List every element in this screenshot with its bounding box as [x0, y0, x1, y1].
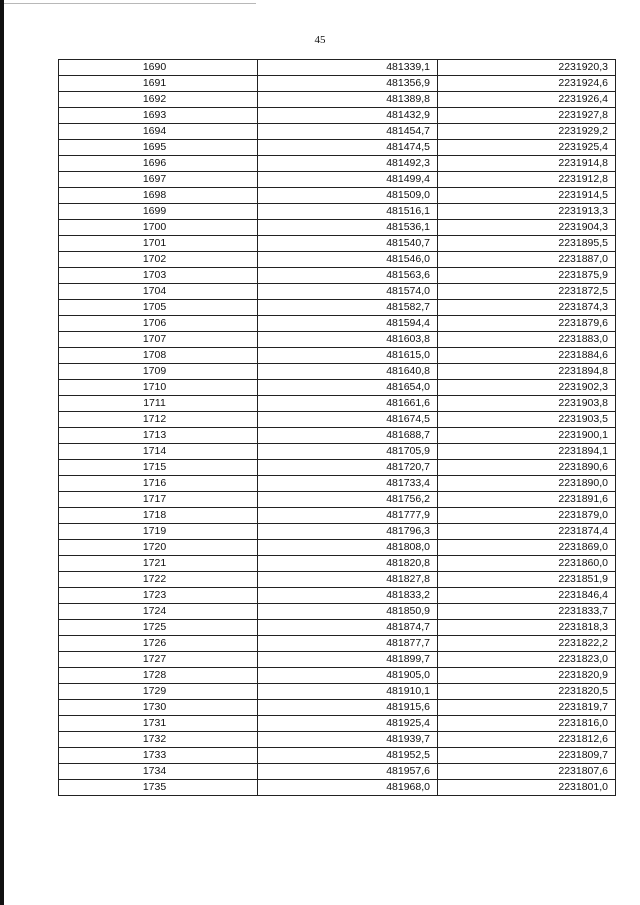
table-row [59, 412, 616, 428]
table-row [59, 524, 616, 540]
y-coordinate-cell: 2231895,5 [438, 236, 616, 252]
point-number-cell: 1721 [59, 556, 258, 572]
point-number-cell: 1723 [59, 588, 258, 604]
table-row [59, 668, 616, 684]
table-row [59, 396, 616, 412]
point-number-cell: 1700 [59, 220, 258, 236]
x-coordinate-cell: 481640,8 [258, 364, 438, 380]
table-row [59, 684, 616, 700]
table-row [59, 556, 616, 572]
table-row [59, 156, 616, 172]
y-coordinate-cell: 2231900,1 [438, 428, 616, 444]
point-number-cell: 1701 [59, 236, 258, 252]
table-row [59, 572, 616, 588]
x-coordinate-cell: 481899,7 [258, 652, 438, 668]
point-number-cell: 1727 [59, 652, 258, 668]
x-coordinate-cell: 481594,4 [258, 316, 438, 332]
y-coordinate-cell: 2231846,4 [438, 588, 616, 604]
table-row [59, 92, 616, 108]
y-coordinate-cell: 2231914,8 [438, 156, 616, 172]
x-coordinate-cell: 481574,0 [258, 284, 438, 300]
point-number-cell: 1695 [59, 140, 258, 156]
y-coordinate-cell: 2231912,8 [438, 172, 616, 188]
x-coordinate-cell: 481705,9 [258, 444, 438, 460]
scan-top-line [4, 3, 256, 4]
table-row [59, 140, 616, 156]
point-number-cell: 1715 [59, 460, 258, 476]
table-row [59, 780, 616, 796]
point-number-cell: 1703 [59, 268, 258, 284]
x-coordinate-cell: 481827,8 [258, 572, 438, 588]
table-row [59, 428, 616, 444]
point-number-cell: 1729 [59, 684, 258, 700]
x-coordinate-cell: 481756,2 [258, 492, 438, 508]
x-coordinate-cell: 481339,1 [258, 60, 438, 76]
point-number-cell: 1733 [59, 748, 258, 764]
point-number-cell: 1716 [59, 476, 258, 492]
y-coordinate-cell: 2231924,6 [438, 76, 616, 92]
x-coordinate-cell: 481540,7 [258, 236, 438, 252]
point-number-cell: 1720 [59, 540, 258, 556]
point-number-cell: 1713 [59, 428, 258, 444]
table-row [59, 332, 616, 348]
y-coordinate-cell: 2231913,3 [438, 204, 616, 220]
table-row [59, 732, 616, 748]
y-coordinate-cell: 2231874,3 [438, 300, 616, 316]
point-number-cell: 1696 [59, 156, 258, 172]
point-number-cell: 1692 [59, 92, 258, 108]
x-coordinate-cell: 481474,5 [258, 140, 438, 156]
y-coordinate-cell: 2231823,0 [438, 652, 616, 668]
point-number-cell: 1693 [59, 108, 258, 124]
y-coordinate-cell: 2231874,4 [438, 524, 616, 540]
y-coordinate-cell: 2231929,2 [438, 124, 616, 140]
point-number-cell: 1704 [59, 284, 258, 300]
y-coordinate-cell: 2231822,2 [438, 636, 616, 652]
point-number-cell: 1714 [59, 444, 258, 460]
point-number-cell: 1719 [59, 524, 258, 540]
point-number-cell: 1724 [59, 604, 258, 620]
x-coordinate-cell: 481968,0 [258, 780, 438, 796]
x-coordinate-cell: 481777,9 [258, 508, 438, 524]
x-coordinate-cell: 481939,7 [258, 732, 438, 748]
y-coordinate-cell: 2231820,9 [438, 668, 616, 684]
x-coordinate-cell: 481615,0 [258, 348, 438, 364]
point-number-cell: 1734 [59, 764, 258, 780]
y-coordinate-cell: 2231894,1 [438, 444, 616, 460]
y-coordinate-cell: 2231851,9 [438, 572, 616, 588]
x-coordinate-cell: 481957,6 [258, 764, 438, 780]
point-number-cell: 1710 [59, 380, 258, 396]
point-number-cell: 1707 [59, 332, 258, 348]
point-number-cell: 1725 [59, 620, 258, 636]
x-coordinate-cell: 481356,9 [258, 76, 438, 92]
table-row [59, 540, 616, 556]
y-coordinate-cell: 2231904,3 [438, 220, 616, 236]
point-number-cell: 1712 [59, 412, 258, 428]
y-coordinate-cell: 2231875,9 [438, 268, 616, 284]
point-number-cell: 1702 [59, 252, 258, 268]
y-coordinate-cell: 2231891,6 [438, 492, 616, 508]
x-coordinate-cell: 481516,1 [258, 204, 438, 220]
x-coordinate-cell: 481925,4 [258, 716, 438, 732]
point-number-cell: 1690 [59, 60, 258, 76]
x-coordinate-cell: 481432,9 [258, 108, 438, 124]
table-row [59, 316, 616, 332]
y-coordinate-cell: 2231819,7 [438, 700, 616, 716]
point-number-cell: 1731 [59, 716, 258, 732]
table-row [59, 76, 616, 92]
table-row [59, 348, 616, 364]
table-row [59, 492, 616, 508]
x-coordinate-cell: 481915,6 [258, 700, 438, 716]
point-number-cell: 1708 [59, 348, 258, 364]
y-coordinate-cell: 2231925,4 [438, 140, 616, 156]
x-coordinate-cell: 481910,1 [258, 684, 438, 700]
y-coordinate-cell: 2231890,0 [438, 476, 616, 492]
point-number-cell: 1697 [59, 172, 258, 188]
x-coordinate-cell: 481688,7 [258, 428, 438, 444]
table-row [59, 716, 616, 732]
x-coordinate-cell: 481509,0 [258, 188, 438, 204]
point-number-cell: 1726 [59, 636, 258, 652]
table-row [59, 108, 616, 124]
x-coordinate-cell: 481582,7 [258, 300, 438, 316]
table-row [59, 748, 616, 764]
x-coordinate-cell: 481877,7 [258, 636, 438, 652]
point-number-cell: 1728 [59, 668, 258, 684]
y-coordinate-cell: 2231894,8 [438, 364, 616, 380]
scan-edge-bar [0, 0, 4, 905]
y-coordinate-cell: 2231860,0 [438, 556, 616, 572]
coordinates-table-body [59, 60, 616, 796]
table-row [59, 252, 616, 268]
y-coordinate-cell: 2231833,7 [438, 604, 616, 620]
y-coordinate-cell: 2231879,0 [438, 508, 616, 524]
y-coordinate-cell: 2231887,0 [438, 252, 616, 268]
coordinates-table [58, 59, 616, 796]
table-row [59, 460, 616, 476]
y-coordinate-cell: 2231820,5 [438, 684, 616, 700]
x-coordinate-cell: 481661,6 [258, 396, 438, 412]
table-row [59, 124, 616, 140]
table-row [59, 268, 616, 284]
y-coordinate-cell: 2231902,3 [438, 380, 616, 396]
x-coordinate-cell: 481603,8 [258, 332, 438, 348]
table-row [59, 380, 616, 396]
point-number-cell: 1735 [59, 780, 258, 796]
x-coordinate-cell: 481720,7 [258, 460, 438, 476]
table-row [59, 588, 616, 604]
x-coordinate-cell: 481563,6 [258, 268, 438, 284]
x-coordinate-cell: 481733,4 [258, 476, 438, 492]
point-number-cell: 1699 [59, 204, 258, 220]
x-coordinate-cell: 481654,0 [258, 380, 438, 396]
y-coordinate-cell: 2231807,6 [438, 764, 616, 780]
table-row [59, 508, 616, 524]
point-number-cell: 1691 [59, 76, 258, 92]
x-coordinate-cell: 481389,8 [258, 92, 438, 108]
x-coordinate-cell: 481674,5 [258, 412, 438, 428]
point-number-cell: 1709 [59, 364, 258, 380]
y-coordinate-cell: 2231884,6 [438, 348, 616, 364]
x-coordinate-cell: 481546,0 [258, 252, 438, 268]
y-coordinate-cell: 2231914,5 [438, 188, 616, 204]
table-row [59, 444, 616, 460]
point-number-cell: 1718 [59, 508, 258, 524]
table-row [59, 284, 616, 300]
table-row [59, 652, 616, 668]
x-coordinate-cell: 481833,2 [258, 588, 438, 604]
point-number-cell: 1717 [59, 492, 258, 508]
point-number-cell: 1694 [59, 124, 258, 140]
table-row [59, 764, 616, 780]
x-coordinate-cell: 481808,0 [258, 540, 438, 556]
y-coordinate-cell: 2231809,7 [438, 748, 616, 764]
table-row [59, 300, 616, 316]
point-number-cell: 1705 [59, 300, 258, 316]
x-coordinate-cell: 481850,9 [258, 604, 438, 620]
table-row [59, 700, 616, 716]
y-coordinate-cell: 2231872,5 [438, 284, 616, 300]
x-coordinate-cell: 481820,8 [258, 556, 438, 572]
y-coordinate-cell: 2231903,5 [438, 412, 616, 428]
x-coordinate-cell: 481952,5 [258, 748, 438, 764]
x-coordinate-cell: 481905,0 [258, 668, 438, 684]
x-coordinate-cell: 481454,7 [258, 124, 438, 140]
y-coordinate-cell: 2231879,6 [438, 316, 616, 332]
y-coordinate-cell: 2231890,6 [438, 460, 616, 476]
x-coordinate-cell: 481536,1 [258, 220, 438, 236]
table-row [59, 364, 616, 380]
table-row [59, 604, 616, 620]
page-number: 45 [314, 34, 326, 46]
x-coordinate-cell: 481499,4 [258, 172, 438, 188]
y-coordinate-cell: 2231883,0 [438, 332, 616, 348]
x-coordinate-cell: 481796,3 [258, 524, 438, 540]
table-row [59, 172, 616, 188]
point-number-cell: 1706 [59, 316, 258, 332]
y-coordinate-cell: 2231903,8 [438, 396, 616, 412]
point-number-cell: 1711 [59, 396, 258, 412]
table-row [59, 60, 616, 76]
table-row [59, 220, 616, 236]
table-row [59, 236, 616, 252]
table-row [59, 204, 616, 220]
y-coordinate-cell: 2231926,4 [438, 92, 616, 108]
y-coordinate-cell: 2231920,3 [438, 60, 616, 76]
x-coordinate-cell: 481492,3 [258, 156, 438, 172]
y-coordinate-cell: 2231801,0 [438, 780, 616, 796]
table-row [59, 636, 616, 652]
table-row [59, 188, 616, 204]
table-row [59, 620, 616, 636]
y-coordinate-cell: 2231927,8 [438, 108, 616, 124]
point-number-cell: 1698 [59, 188, 258, 204]
point-number-cell: 1732 [59, 732, 258, 748]
y-coordinate-cell: 2231816,0 [438, 716, 616, 732]
y-coordinate-cell: 2231869,0 [438, 540, 616, 556]
y-coordinate-cell: 2231812,6 [438, 732, 616, 748]
point-number-cell: 1730 [59, 700, 258, 716]
point-number-cell: 1722 [59, 572, 258, 588]
table-row [59, 476, 616, 492]
x-coordinate-cell: 481874,7 [258, 620, 438, 636]
y-coordinate-cell: 2231818,3 [438, 620, 616, 636]
